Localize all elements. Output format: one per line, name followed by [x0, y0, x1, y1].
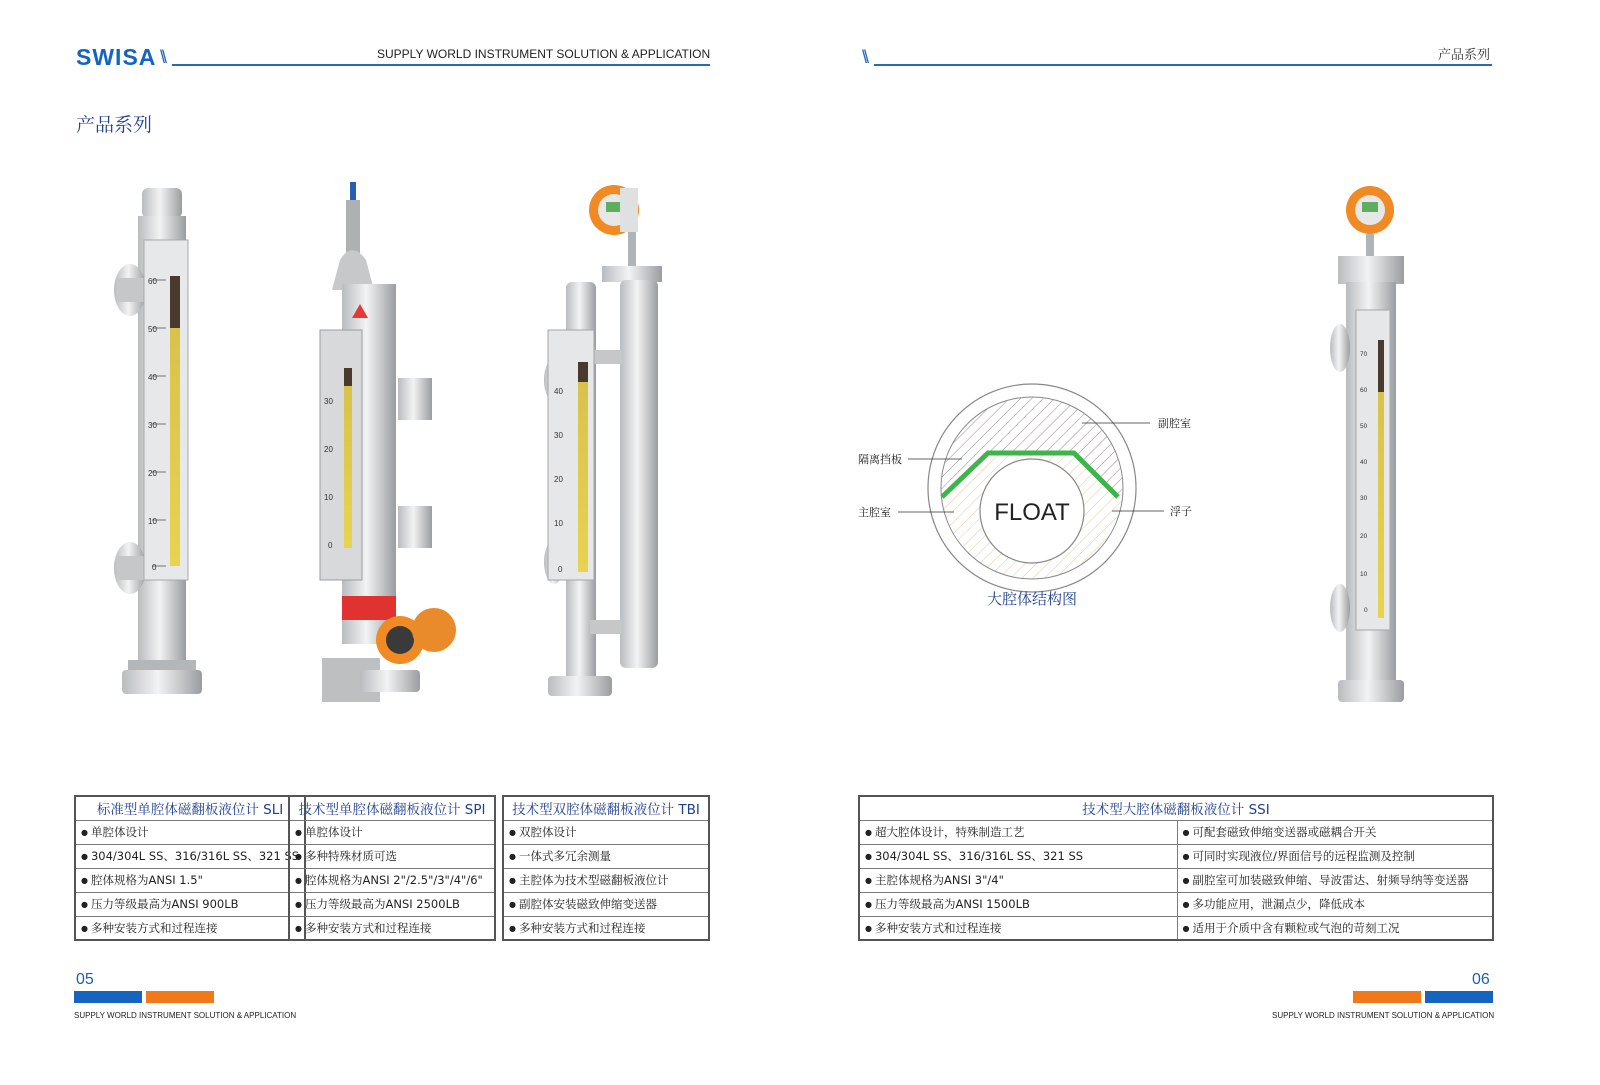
spi-tick-20: 20 [324, 445, 333, 454]
table-title-sli: 标准型单腔体磁翻板液位计 SLI [75, 796, 305, 820]
ssi-tick-40: 40 [1360, 459, 1368, 466]
label-float: 浮子 [1170, 505, 1192, 518]
page-number-left: 05 [76, 971, 94, 988]
table-row: ● 一体式多冗余测量 [503, 844, 709, 868]
ssi-tick-60: 60 [1360, 387, 1368, 394]
tbi-tick-0: 0 [558, 565, 563, 574]
footer-tagline-left: SUPPLY WORLD INSTRUMENT SOLUTION & APPLICATION [74, 1011, 297, 1020]
footer-bar-blue-left [74, 991, 142, 1003]
sli-tick-10: 10 [148, 517, 157, 526]
table-row: ● 超大腔体设计，特殊制造工艺 [859, 820, 1177, 844]
sli-gauge-image [100, 180, 210, 710]
spec-table-ssi [858, 795, 1494, 941]
ssi-tick-20: 20 [1360, 533, 1368, 540]
table-row: ● 可配套磁致伸缩变送器或磁耦合开关 [1177, 820, 1493, 844]
ssi-tick-10: 10 [1360, 571, 1368, 578]
table-row: ● 副腔室可加装磁致伸缩、导波雷达、射频导纳等变送器 [1177, 868, 1493, 892]
tbi-tick-20: 20 [554, 475, 563, 484]
table-row: ● 压力等级最高为ANSI 1500LB [859, 892, 1177, 916]
table-row: ● 单腔体设计 [289, 820, 495, 844]
label-baffle: 隔离挡板 [858, 453, 902, 466]
spi-tick-0: 0 [328, 541, 333, 550]
header-slashes-right: \\ [862, 47, 867, 67]
table-row: ● 304/304L SS、316/316L SS、321 SS [75, 844, 305, 868]
ssi-gauge-image [1320, 180, 1420, 715]
tbi-gauge-image [540, 180, 680, 715]
diagram-caption: 大腔体结构图 [986, 590, 1078, 608]
tbi-tick-10: 10 [554, 519, 563, 528]
table-row: ● 副腔体安装磁致伸缩变送器 [503, 892, 709, 916]
table-row: ● 腔体规格为ANSI 2"/2.5"/3"/4"/6" [289, 868, 495, 892]
label-sub-chamber: 副腔室 [1158, 417, 1191, 430]
sli-tick-50: 50 [148, 325, 157, 334]
table-row: ● 腔体规格为ANSI 1.5" [75, 868, 305, 892]
sli-tick-60: 60 [148, 277, 157, 286]
header-right-title: 产品系列 [1438, 48, 1491, 63]
sli-tick-0: 0 [152, 563, 157, 572]
footer-bar-blue-right [1425, 991, 1493, 1003]
table-row: ● 304/304L SS、316/316L SS、321 SS [859, 844, 1177, 868]
ssi-tick-30: 30 [1360, 495, 1368, 502]
table-row: ● 双腔体设计 [503, 820, 709, 844]
sli-tick-40: 40 [148, 373, 157, 382]
table-row: ● 单腔体设计 [75, 820, 305, 844]
sli-tick-20: 20 [148, 469, 157, 478]
table-row: ● 多种安装方式和过程连接 [859, 916, 1177, 940]
page-number-right: 06 [1472, 971, 1490, 988]
spi-tick-30: 30 [324, 397, 333, 406]
table-row: ● 压力等级最高为ANSI 2500LB [289, 892, 495, 916]
table-row: ● 多种安装方式和过程连接 [503, 916, 709, 940]
spec-table-spi [288, 795, 496, 941]
header-tagline: SUPPLY WORLD INSTRUMENT SOLUTION & APPLICATION [377, 47, 711, 61]
table-row: ● 压力等级最高为ANSI 900LB [75, 892, 305, 916]
chamber-structure-diagram [850, 365, 1210, 625]
table-title-ssi: 技术型大腔体磁翻板液位计 SSI [859, 796, 1493, 820]
table-row: ● 可同时实现液位/界面信号的远程监测及控制 [1177, 844, 1493, 868]
sli-tick-30: 30 [148, 421, 157, 430]
table-row: ● 多种安装方式和过程连接 [75, 916, 305, 940]
header-rule-left [172, 64, 710, 66]
page-title: 产品系列 [76, 114, 153, 136]
label-main-chamber: 主腔室 [858, 506, 891, 519]
ssi-tick-70: 70 [1360, 351, 1368, 358]
table-row: ● 多种安装方式和过程连接 [289, 916, 495, 940]
float-label: FLOAT [994, 499, 1070, 526]
footer-bar-orange-left [146, 991, 214, 1003]
logo-text: SWISA [76, 44, 157, 70]
table-title-tbi: 技术型双腔体磁翻板液位计 TBI [503, 796, 709, 820]
spi-gauge-image [300, 180, 470, 715]
spec-table-tbi [502, 795, 710, 941]
spec-table-sli [74, 795, 306, 941]
ssi-tick-0: 0 [1364, 607, 1368, 614]
tbi-tick-40: 40 [554, 387, 563, 396]
brand-logo [76, 44, 156, 71]
table-title-spi: 技术型单腔体磁翻板液位计 SPI [289, 796, 495, 820]
footer-bar-orange-right [1353, 991, 1421, 1003]
spi-tick-10: 10 [324, 493, 333, 502]
table-row: ● 主腔体规格为ANSI 3"/4" [859, 868, 1177, 892]
ssi-tick-50: 50 [1360, 423, 1368, 430]
header-rule-right [874, 64, 1492, 66]
tbi-tick-30: 30 [554, 431, 563, 440]
footer-tagline-right: SUPPLY WORLD INSTRUMENT SOLUTION & APPLICATION [1272, 1011, 1495, 1020]
table-row: ● 适用于介质中含有颗粒或气泡的苛刻工况 [1177, 916, 1493, 940]
table-row: ● 主腔体为技术型磁翻板液位计 [503, 868, 709, 892]
table-row: ● 多种特殊材质可选 [289, 844, 495, 868]
table-row: ● 多功能应用，泄漏点少，降低成本 [1177, 892, 1493, 916]
header-slashes: \\ [160, 47, 165, 67]
